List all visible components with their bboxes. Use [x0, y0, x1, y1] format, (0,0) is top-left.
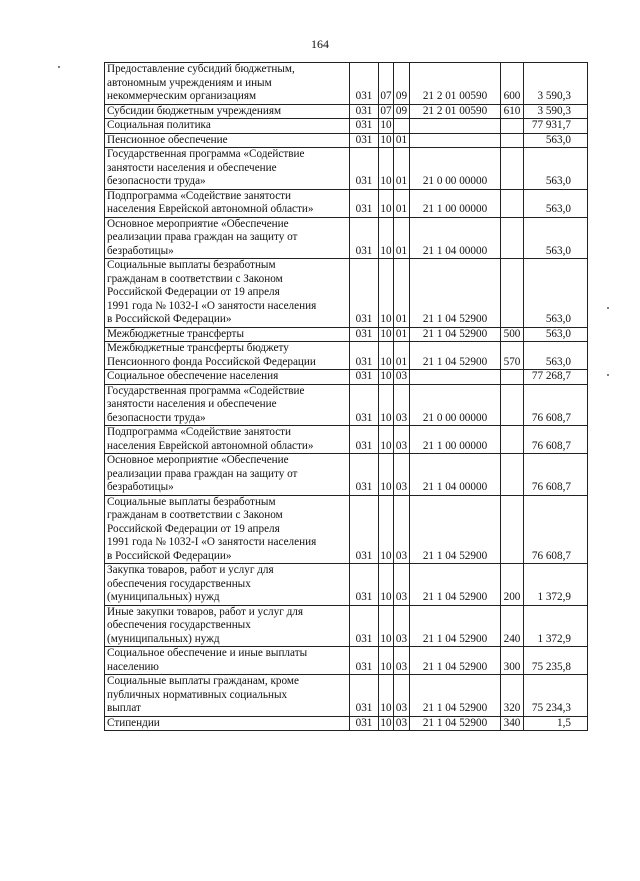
target-article-cell	[410, 133, 501, 148]
subsection-code-cell: 01	[394, 148, 410, 190]
amount-cell: 3 590,3	[524, 63, 588, 105]
subsection-code-cell: 01	[394, 133, 410, 148]
amount-cell: 75 235,8	[524, 647, 588, 675]
item-name-line: реализации права граждан на защиту от	[107, 467, 298, 480]
item-name-line: занятости населения и обеспечение	[107, 398, 277, 410]
expense-type-cell	[501, 133, 524, 148]
item-name-line: Межбюджетные трансферты бюджету	[107, 342, 289, 354]
item-name-cell	[105, 133, 350, 148]
section-code-cell: 10	[380, 716, 392, 729]
expense-type-cell: 500	[501, 327, 524, 342]
item-name-cell	[105, 259, 350, 328]
amount-cell: 1,5	[524, 716, 588, 731]
amount-cell: 563,0	[524, 189, 588, 217]
section-code-cell: 10	[379, 259, 394, 328]
subsection-code-cell: 01	[394, 217, 410, 259]
amount-cell: 563,0	[524, 342, 588, 370]
item-name-line: Подпрограмма «Содействие занятости	[107, 426, 292, 438]
table-row	[105, 675, 588, 717]
expense-type-cell	[501, 148, 524, 190]
expense-type-cell	[501, 119, 524, 134]
target-article-cell: 21 1 00 00000	[410, 426, 501, 454]
item-name-cell	[105, 647, 350, 675]
expense-type-cell: 600	[501, 63, 524, 105]
subsection-code-cell: 09	[394, 104, 410, 119]
item-name-line: Социальные выплаты безработным	[107, 495, 276, 508]
item-name-cell	[105, 675, 350, 717]
item-name-line: безопасности труда»	[107, 175, 206, 187]
item-name-line: гражданам в соответствии с Законом	[107, 509, 283, 521]
expense-type-cell: 340	[501, 716, 524, 731]
subsection-code-cell: 01	[394, 259, 410, 328]
item-name-line: в Российской Федерации»	[107, 549, 232, 562]
section-code-cell: 10	[380, 370, 392, 382]
item-name-cell	[105, 189, 350, 217]
item-name-line: публичных нормативных социальных	[107, 688, 288, 701]
item-name-line: Субсидии бюджетным учреждениям	[107, 104, 282, 117]
admin-code-cell: 031	[350, 327, 379, 342]
amount-cell: 75 234,3	[524, 675, 588, 717]
item-name-line: Основное мероприятие «Обеспечение	[107, 454, 289, 466]
amount-cell: 3 590,3	[524, 104, 588, 119]
item-name-cell	[105, 119, 350, 134]
admin-code-cell: 031	[350, 605, 379, 647]
amount-cell: 1 372,9	[524, 564, 588, 606]
table-row	[105, 217, 588, 259]
section-code-cell: 10	[379, 189, 394, 217]
item-name-line: Иные закупки товаров, работ и услуг для	[107, 605, 304, 618]
item-name-line: Пенсионного фонда Российской Федерации	[107, 355, 316, 368]
amount-cell: 76 608,7	[524, 454, 588, 496]
subsection-code-cell	[394, 119, 410, 134]
item-name-line: безопасности труда»	[107, 411, 206, 424]
item-name-line: Закупка товаров, работ и услуг для	[107, 564, 274, 576]
item-name-line: Социальное обеспечение населения	[107, 370, 279, 382]
expense-type-cell	[501, 426, 524, 454]
admin-code-cell: 031	[350, 384, 379, 426]
target-article-cell: 21 1 04 52900	[410, 342, 501, 370]
section-code-cell: 10	[379, 675, 394, 717]
item-name-line: Пенсионное обеспечение	[107, 133, 228, 146]
item-name-line: Предоставление субсидий бюджетным,	[107, 63, 295, 75]
target-article-cell: 21 2 01 00590	[410, 63, 501, 105]
admin-code-cell: 031	[350, 63, 379, 105]
item-name-line: Социальные выплаты безработным	[107, 259, 276, 271]
admin-code-cell: 031	[350, 119, 379, 134]
section-code-cell: 10	[379, 454, 394, 496]
item-name-line: Основное мероприятие «Обеспечение	[107, 217, 289, 230]
table-row	[105, 189, 588, 217]
target-article-cell: 21 1 04 52900	[410, 647, 501, 675]
item-name-cell	[105, 716, 350, 731]
subsection-code-cell: 03	[394, 605, 410, 647]
admin-code-cell: 031	[350, 495, 379, 564]
item-name-cell	[105, 327, 350, 342]
item-name-cell	[105, 63, 350, 105]
section-code-cell: 07	[379, 63, 394, 105]
amount-cell: 77 268,7	[524, 370, 588, 385]
subsection-code-cell: 03	[394, 426, 410, 454]
item-name-line: 1991 года № 1032-I «О занятости населения	[107, 299, 317, 312]
item-name-cell	[105, 217, 350, 259]
item-name-line: населения Еврейской автономной области»	[107, 439, 314, 452]
table-row	[105, 647, 588, 675]
table-row	[105, 384, 588, 426]
subsection-code-cell: 03	[394, 564, 410, 606]
item-name-line: безработицы»	[107, 244, 174, 257]
section-code-cell: 10	[379, 564, 394, 606]
item-name-line: Государственная программа «Содействие	[107, 384, 305, 397]
target-article-cell: 21 1 04 52900	[410, 675, 501, 717]
subsection-code-cell: 01	[394, 342, 410, 370]
item-name-cell	[105, 605, 350, 647]
scan-speck	[607, 307, 609, 309]
expense-type-cell	[501, 454, 524, 496]
amount-cell: 76 608,7	[524, 495, 588, 564]
section-code-cell: 10	[379, 647, 394, 675]
admin-code-cell: 031	[350, 675, 379, 717]
subsection-code-cell: 03	[394, 370, 410, 385]
section-code-cell: 07	[380, 104, 392, 117]
admin-code-cell: 031	[350, 259, 379, 328]
target-article-cell: 21 1 04 52900	[410, 259, 501, 328]
subsection-code-cell: 03	[394, 495, 410, 564]
target-article-cell: 21 1 04 00000	[410, 454, 501, 496]
table-row	[105, 370, 588, 385]
admin-code-cell: 031	[350, 148, 379, 190]
expense-type-cell	[501, 259, 524, 328]
table-row	[105, 716, 588, 731]
item-name-line: населения Еврейской автономной области»	[107, 203, 314, 215]
subsection-code-cell: 03	[394, 384, 410, 426]
admin-code-cell: 031	[350, 370, 379, 385]
section-code-cell: 10	[379, 426, 394, 454]
item-name-line: гражданам в соответствии с Законом	[107, 272, 283, 285]
item-name-line: Государственная программа «Содействие	[107, 148, 305, 160]
table-row	[105, 564, 588, 606]
section-code-cell: 10	[379, 495, 394, 564]
admin-code-cell: 031	[350, 564, 379, 606]
item-name-cell	[105, 148, 350, 190]
section-code-cell: 10	[379, 342, 394, 370]
item-name-cell	[105, 104, 350, 119]
amount-cell: 76 608,7	[524, 384, 588, 426]
item-name-line: Российской Федерации от 19 апреля	[107, 286, 280, 298]
item-name-line: выплат	[107, 702, 141, 714]
target-article-cell: 21 1 00 00000	[410, 189, 501, 217]
admin-code-cell: 031	[350, 342, 379, 370]
amount-cell: 563,0	[524, 217, 588, 259]
scan-speck	[58, 66, 60, 68]
table-row	[105, 426, 588, 454]
expense-type-cell: 300	[501, 647, 524, 675]
item-name-line: безработицы»	[107, 481, 174, 493]
amount-cell: 563,0	[524, 133, 588, 148]
subsection-code-cell: 03	[394, 675, 410, 717]
target-article-cell: 21 1 04 00000	[410, 217, 501, 259]
target-article-cell: 21 1 04 52900	[410, 605, 501, 647]
subsection-code-cell: 09	[394, 63, 410, 105]
target-article-cell: 21 2 01 00590	[410, 104, 501, 119]
item-name-line: Социальное обеспечение и иные выплаты	[107, 647, 308, 659]
section-code-cell: 10	[379, 605, 394, 647]
amount-cell: 563,0	[524, 148, 588, 190]
target-article-cell: 21 1 04 52900	[410, 495, 501, 564]
expense-type-cell: 320	[501, 675, 524, 717]
item-name-line: обеспечения государственных	[107, 577, 251, 590]
admin-code-cell: 031	[350, 454, 379, 496]
item-name-line: 1991 года № 1032-I «О занятости населения	[107, 536, 317, 548]
page-number: 164	[311, 37, 329, 51]
item-name-cell	[105, 454, 350, 496]
target-article-cell: 21 1 04 52900	[410, 564, 501, 606]
item-name-line: Социальная политика	[107, 119, 211, 131]
expense-type-cell	[501, 384, 524, 426]
target-article-cell	[410, 119, 501, 134]
expense-type-cell: 570	[501, 342, 524, 370]
amount-cell: 1 372,9	[524, 605, 588, 647]
admin-code-cell: 031	[350, 189, 379, 217]
amount-cell: 77 931,7	[524, 119, 588, 134]
item-name-line: обеспечения государственных	[107, 619, 251, 631]
item-name-line: в Российской Федерации»	[107, 313, 232, 325]
expense-type-cell: 200	[501, 564, 524, 606]
item-name-line: автономным учреждениям и иным	[107, 76, 272, 89]
amount-cell: 563,0	[524, 327, 588, 342]
item-name-cell	[105, 426, 350, 454]
section-code-cell: 10	[379, 384, 394, 426]
expense-type-cell: 610	[501, 104, 524, 119]
expense-type-cell	[501, 217, 524, 259]
table-row	[105, 104, 588, 119]
table-row	[105, 148, 588, 190]
section-code-cell: 10	[380, 327, 392, 340]
item-name-line: Подпрограмма «Содействие занятости	[107, 189, 292, 202]
budget-table-body	[105, 63, 588, 731]
item-name-line: Российской Федерации от 19 апреля	[107, 522, 280, 535]
item-name-cell	[105, 370, 350, 385]
item-name-cell	[105, 342, 350, 370]
table-row	[105, 327, 588, 342]
item-name-line: Стипендии	[107, 716, 160, 729]
expense-type-cell: 240	[501, 605, 524, 647]
admin-code-cell: 031	[350, 426, 379, 454]
section-code-cell: 10	[379, 217, 394, 259]
table-row	[105, 63, 588, 105]
item-name-cell	[105, 564, 350, 606]
target-article-cell: 21 0 00 00000	[410, 384, 501, 426]
subsection-code-cell: 03	[394, 716, 410, 731]
expense-type-cell	[501, 370, 524, 385]
amount-cell: 563,0	[524, 259, 588, 328]
amount-cell: 76 608,7	[524, 426, 588, 454]
item-name-line: некоммерческим организациям	[107, 90, 257, 102]
item-name-line: Социальные выплаты гражданам, кроме	[107, 675, 299, 687]
table-row	[105, 133, 588, 148]
table-row	[105, 259, 588, 328]
subsection-code-cell: 03	[394, 647, 410, 675]
item-name-line: занятости населения и обеспечение	[107, 161, 277, 174]
target-article-cell	[410, 370, 501, 385]
admin-code-cell: 031	[350, 716, 379, 731]
section-code-cell: 10	[379, 148, 394, 190]
table-row	[105, 342, 588, 370]
item-name-cell	[105, 384, 350, 426]
section-code-cell: 10	[380, 119, 392, 131]
table-row	[105, 605, 588, 647]
admin-code-cell: 031	[350, 104, 379, 119]
subsection-code-cell: 01	[394, 327, 410, 342]
table-row	[105, 454, 588, 496]
target-article-cell: 21 0 00 00000	[410, 148, 501, 190]
subsection-code-cell: 01	[394, 189, 410, 217]
admin-code-cell: 031	[350, 647, 379, 675]
subsection-code-cell: 03	[394, 454, 410, 496]
target-article-cell: 21 1 04 52900	[410, 716, 501, 731]
scan-speck	[607, 374, 609, 376]
item-name-line: (муниципальных) нужд	[107, 632, 220, 645]
item-name-line: населению	[107, 660, 159, 673]
target-article-cell: 21 1 04 52900	[410, 327, 501, 342]
item-name-cell	[105, 495, 350, 564]
expense-type-cell	[501, 495, 524, 564]
item-name-line: (муниципальных) нужд	[107, 591, 220, 603]
section-code-cell: 10	[380, 133, 392, 146]
item-name-line: реализации права граждан на защиту от	[107, 231, 298, 243]
admin-code-cell: 031	[350, 217, 379, 259]
admin-code-cell: 031	[350, 133, 379, 148]
expense-type-cell	[501, 189, 524, 217]
budget-table	[104, 62, 588, 731]
table-row	[105, 119, 588, 134]
item-name-line: Межбюджетные трансферты	[107, 327, 244, 340]
table-row	[105, 495, 588, 564]
